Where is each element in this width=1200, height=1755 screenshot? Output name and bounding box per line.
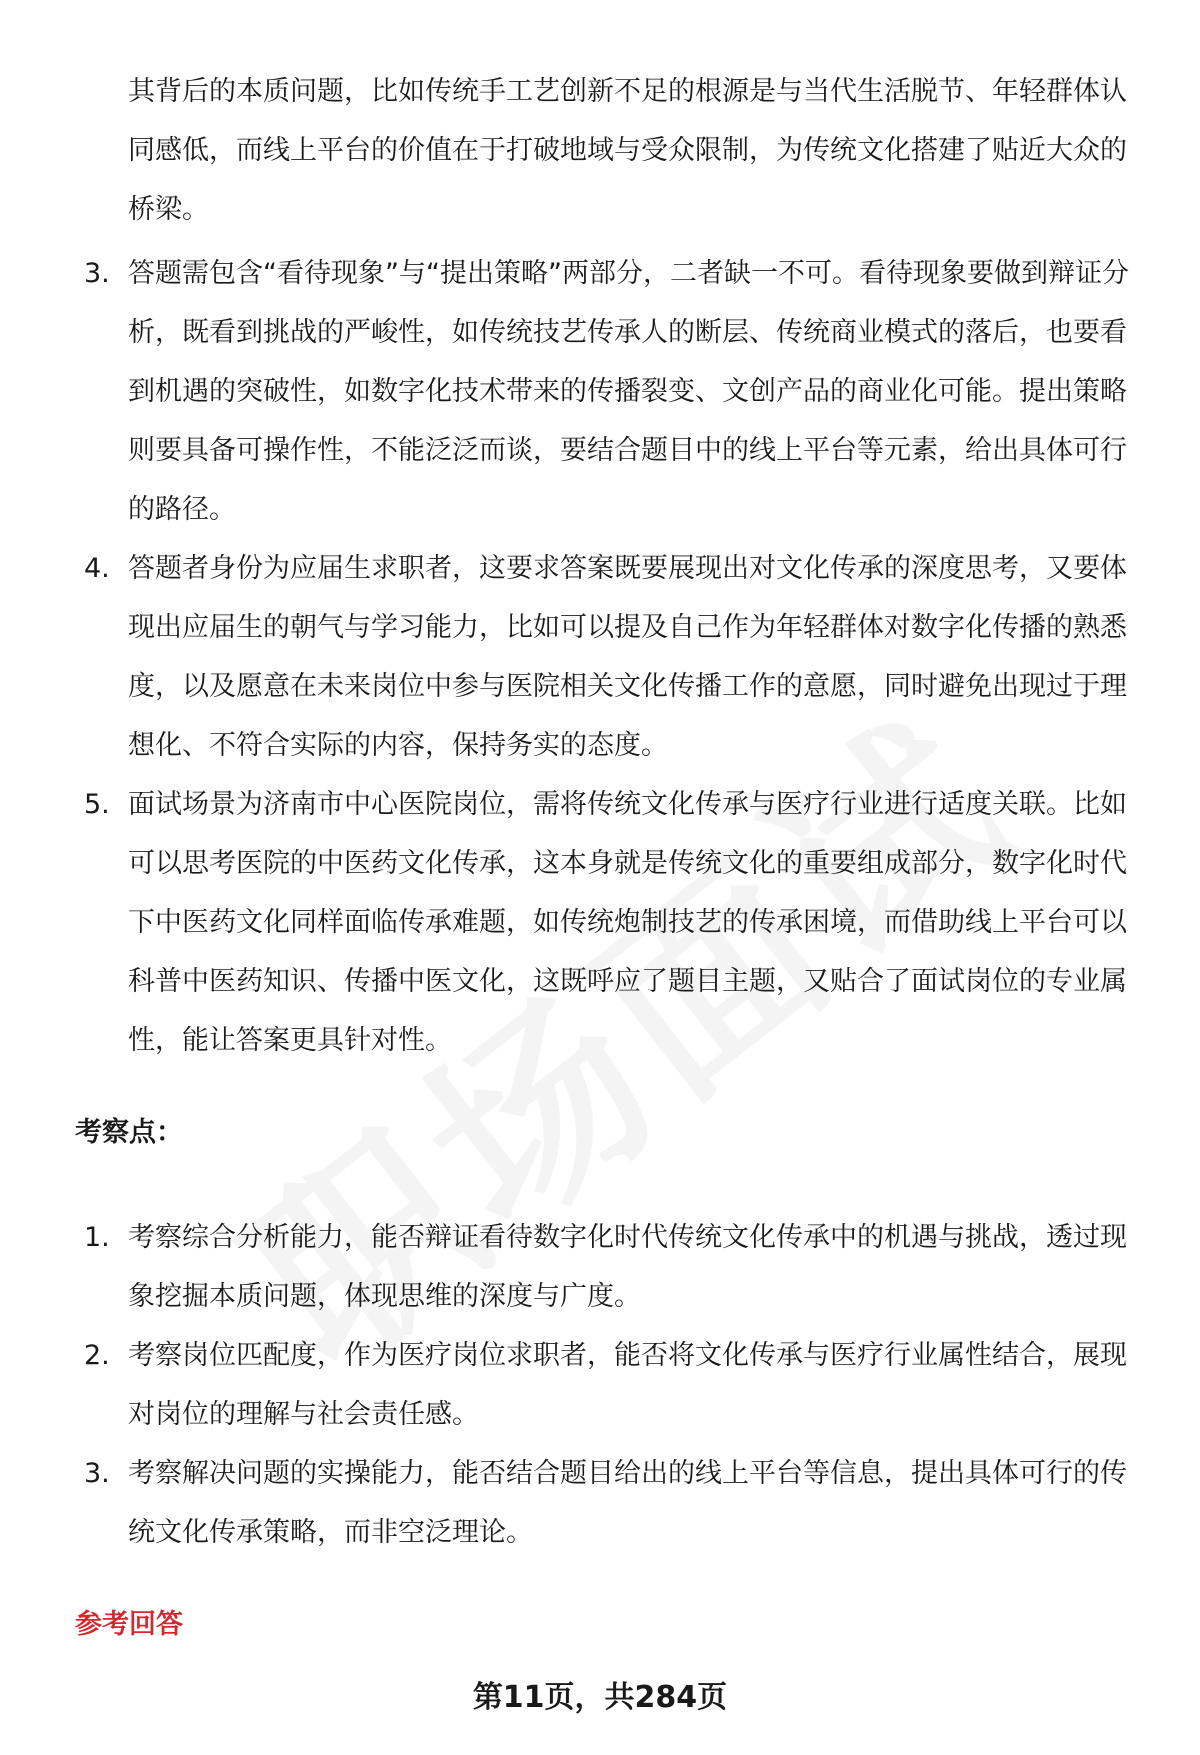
list-item-number: 3.	[84, 1458, 110, 1489]
analysis-list	[0, 244, 1200, 1070]
reference-answer-heading: 参考回答	[75, 1609, 183, 1640]
list-item-number: 4.	[84, 553, 110, 584]
list-item-text: 答题者身份为应届生求职者，这要求答案既要展现出对文化传承的深度思考，又要体现出应届生的朝气与学习能力，比如可以提及自己作为年轻群体对数字化传播的熟悉度，以及愿意在未来岗位中参与医院相关文化传播工作的意愿，同时避免出现过于理想化、不符合实际的内容，保持务实的态度。	[128, 553, 1127, 761]
continuation-paragraph: 其背后的本质问题，比如传统手工艺创新不足的根源是与当代生活脱节、年轻群体认同感低，而线上平台的价值在于打破地域与受众限制，为传统文化搭建了贴近大众的桥梁。	[128, 76, 1127, 225]
list-item-number: 2.	[84, 1340, 110, 1371]
exam-points-heading: 考察点：	[75, 1117, 183, 1148]
list-item	[0, 775, 1138, 1070]
exam-points-list	[0, 1208, 1200, 1562]
list-item-number: 5.	[84, 789, 110, 820]
list-item-text: 面试场景为济南市中心医院岗位，需将传统文化传承与医疗行业进行适度关联。比如可以思考医院的中医药文化传承，这本身就是传统文化的重要组成部分，数字化时代下中医药文化同样面临传承难题，如传统炮制技艺的传承困境，而借助线上平台可以科普中医药知识、传播中医文化，这既呼应了题目主题，又贴合了面试岗位的专业属性，能让答案更具针对性。	[128, 789, 1127, 1056]
list-item-text: 答题需包含“看待现象”与“提出策略”两部分，二者缺一不可。看待现象要做到辩证分析，既看到挑战的严峻性，如传统技艺传承人的断层、传统商业模式的落后，也要看到机遇的突破性，如数字化技术带来的传播裂变、文创产品的商业化可能。提出策略则要具备可操作性，不能泛泛而谈，要结合题目中的线上平台等元素，给出具体可行的路径。	[128, 258, 1129, 525]
list-item	[0, 539, 1138, 775]
list-item-text: 考察岗位匹配度，作为医疗岗位求职者，能否将文化传承与医疗行业属性结合，展现对岗位的理解与社会责任感。	[128, 1340, 1127, 1430]
page-number-footer: 第11页，共284页	[472, 1680, 728, 1715]
list-item	[0, 1208, 1138, 1326]
list-item-text: 考察综合分析能力，能否辩证看待数字化时代传统文化传承中的机遇与挑战，透过现象挖掘本质问题，体现思维的深度与广度。	[128, 1222, 1127, 1312]
list-item-text: 考察解决问题的实操能力，能否结合题目给出的线上平台等信息，提出具体可行的传统文化传承策略，而非空泛理论。	[128, 1458, 1127, 1548]
list-item	[0, 1444, 1138, 1562]
list-item	[0, 244, 1138, 539]
list-item-number: 3.	[84, 258, 110, 289]
list-item-number: 1.	[84, 1222, 110, 1253]
list-item	[0, 1326, 1138, 1444]
